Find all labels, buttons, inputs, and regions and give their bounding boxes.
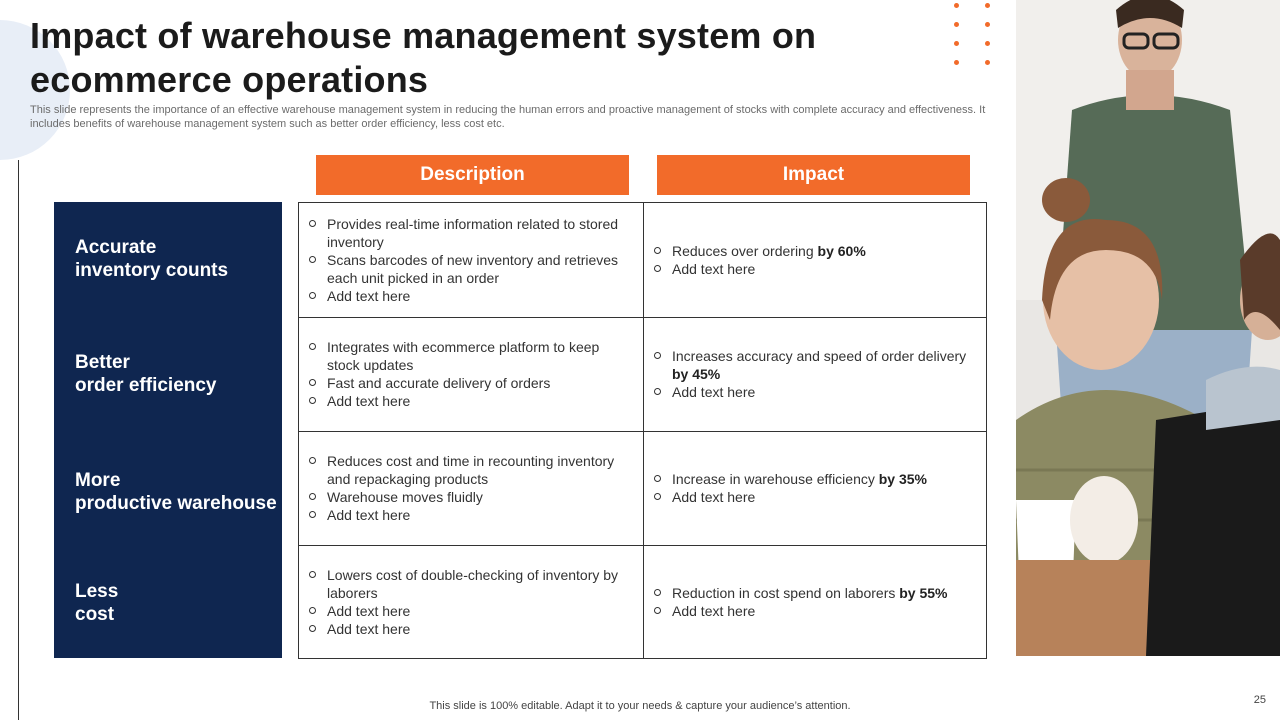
impact-value: by 35% <box>878 471 927 487</box>
page-subtitle: This slide represents the importance of an effective warehouse management system in reducing the human errors and proactive management of stocks with complete accuracy and effectiveness. It includes benefits of warehouse management system such as better order efficiency, less cost etc. <box>30 104 986 130</box>
impact-cell <box>644 317 988 431</box>
list-item-text: Provides real-time information related to stored inventory <box>327 216 619 250</box>
circle-bullet-icon <box>309 493 316 500</box>
decorative-dot <box>954 3 959 8</box>
list-item <box>654 584 980 602</box>
decorative-dot <box>954 22 959 27</box>
list-item-text: Add text here <box>327 507 411 523</box>
list-item <box>309 452 635 488</box>
circle-bullet-icon <box>654 607 661 614</box>
decorative-dot <box>954 60 959 65</box>
impact-value: by 45% <box>672 366 721 382</box>
circle-bullet-icon <box>309 457 316 464</box>
decorative-dot <box>985 41 990 46</box>
list-item-text: Reduces cost and time in recounting inventory and repackaging products <box>327 453 615 487</box>
list-item-text: Add text here <box>672 603 756 619</box>
row-label-less-cost <box>75 580 118 626</box>
page-number: 25 <box>1253 694 1266 706</box>
description-cell <box>299 431 643 545</box>
row-label-productive-warehouse <box>75 469 277 515</box>
list-item <box>654 602 980 620</box>
impact-cell <box>644 545 988 659</box>
impact-cell <box>644 203 988 317</box>
list-item <box>309 338 635 374</box>
circle-bullet-icon <box>654 352 661 359</box>
impact-cell <box>644 431 988 545</box>
row-label-line: order efficiency <box>75 375 217 396</box>
row-label-order-efficiency <box>75 351 217 397</box>
impact-header: Impact <box>657 155 970 195</box>
list-item <box>309 620 635 638</box>
list-item-text: Warehouse moves fluidly <box>327 489 483 505</box>
circle-bullet-icon <box>654 493 661 500</box>
row-label-line: inventory counts <box>75 260 229 281</box>
circle-bullet-icon <box>309 511 316 518</box>
decorative-dot <box>985 3 990 8</box>
circle-bullet-icon <box>309 343 316 350</box>
list-item <box>309 602 635 620</box>
decorative-dot <box>954 41 959 46</box>
circle-bullet-icon <box>654 388 661 395</box>
students-photo <box>1016 0 1280 656</box>
list-item-text: Add text here <box>672 261 756 277</box>
circle-bullet-icon <box>309 625 316 632</box>
list-item <box>654 242 980 260</box>
description-cell <box>299 203 643 317</box>
list-item <box>309 287 635 305</box>
list-item <box>309 251 635 287</box>
list-item <box>309 506 635 524</box>
list-item-text: Reduction in cost spend on laborers <box>672 585 900 601</box>
row-label-line: productive warehouse <box>75 493 277 514</box>
list-item <box>654 488 980 506</box>
footer-note: This slide is 100% editable. Adapt it to your needs & capture your audience’s attention. <box>429 700 851 712</box>
row-label-line: Accurate <box>75 237 157 258</box>
description-cell <box>299 317 643 431</box>
list-item <box>309 488 635 506</box>
circle-bullet-icon <box>654 589 661 596</box>
photo-illustration <box>1016 0 1280 656</box>
decorative-dot <box>985 60 990 65</box>
list-item <box>654 260 980 278</box>
list-item <box>309 392 635 410</box>
list-item-text: Add text here <box>327 393 411 409</box>
decorative-line <box>18 160 19 720</box>
circle-bullet-icon <box>309 607 316 614</box>
circle-bullet-icon <box>309 379 316 386</box>
circle-bullet-icon <box>309 220 316 227</box>
benefits-table <box>298 202 987 659</box>
circle-bullet-icon <box>654 247 661 254</box>
impact-value: by 55% <box>899 585 948 601</box>
list-item-text: Lowers cost of double-checking of inventory by laborers <box>327 567 619 601</box>
list-item-text: Fast and accurate delivery of orders <box>327 375 551 391</box>
row-label-accurate-inventory <box>75 236 228 282</box>
decorative-dot <box>985 22 990 27</box>
list-item-text: Increases accuracy and speed of order delivery <box>672 348 967 364</box>
circle-bullet-icon <box>654 475 661 482</box>
list-item-text: Scans barcodes of new inventory and retrieves each unit picked in an order <box>327 252 619 286</box>
list-item-text: Add text here <box>327 288 411 304</box>
list-item-text: Integrates with ecommerce platform to keep stock updates <box>327 339 600 373</box>
circle-bullet-icon <box>309 571 316 578</box>
list-item <box>309 374 635 392</box>
circle-bullet-icon <box>654 265 661 272</box>
list-item <box>654 383 980 401</box>
benefits-panel <box>54 202 282 658</box>
list-item <box>309 566 635 602</box>
list-item-text: Add text here <box>327 603 411 619</box>
list-item-text: Increase in warehouse efficiency <box>672 471 879 487</box>
list-item <box>309 215 635 251</box>
row-label-line: Better <box>75 352 130 373</box>
list-item-text: Add text here <box>672 384 756 400</box>
impact-value: by 60% <box>817 243 866 259</box>
circle-bullet-icon <box>309 397 316 404</box>
circle-bullet-icon <box>309 292 316 299</box>
list-item <box>654 347 980 383</box>
row-label-line: More <box>75 470 121 491</box>
row-label-line: cost <box>75 604 115 625</box>
description-cell <box>299 545 643 659</box>
page-title: Impact of warehouse management system on ecommerce operations <box>30 15 817 100</box>
circle-bullet-icon <box>309 256 316 263</box>
list-item-text: Reduces over ordering <box>672 243 818 259</box>
description-header: Description <box>316 155 629 195</box>
list-item-text: Add text here <box>672 489 756 505</box>
list-item-text: Add text here <box>327 621 411 637</box>
list-item <box>654 470 980 488</box>
row-label-line: Less <box>75 581 119 602</box>
